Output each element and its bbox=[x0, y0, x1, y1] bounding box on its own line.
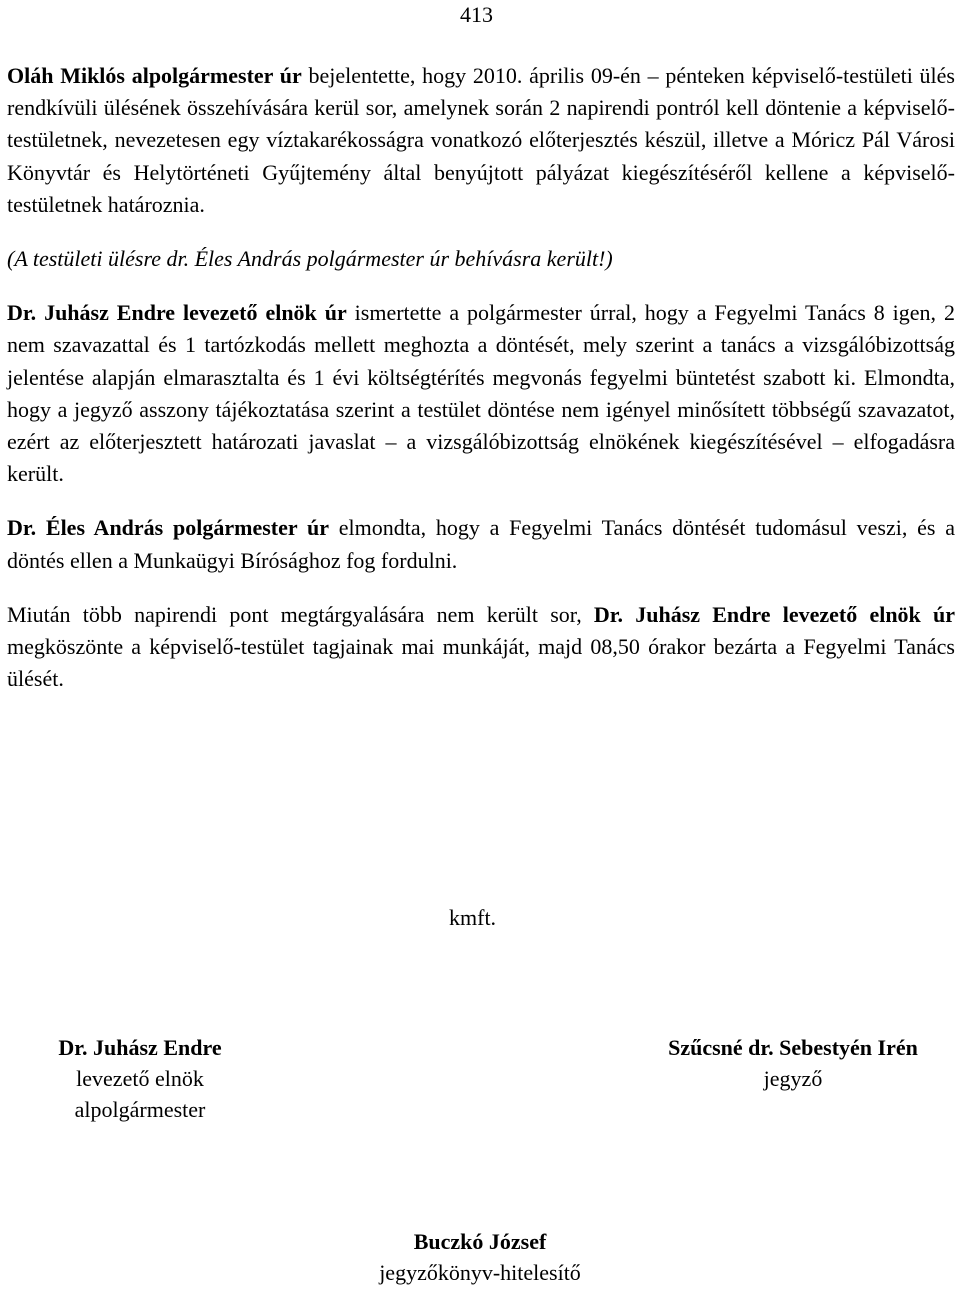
signature-role: jegyző bbox=[763, 1066, 823, 1091]
paragraph-note bbox=[7, 243, 955, 275]
page-number: 413 bbox=[460, 2, 493, 27]
paragraph-text: Miután több napirendi pont megtárgyalására nem került sor, bbox=[7, 601, 594, 627]
signature-role: levezető elnök bbox=[76, 1066, 204, 1091]
paragraph-text: bejelentette, hogy 2010. április 09-én – pénteken képviselő-testületi ülés rendkívüli ülésének összehívására kerül sor, amelynek során 2 napirendi pontról kell döntenie a képviselő-testületnek, nevezetesen egy víztakarékosságra vonatkozó előterjesztés készül, illetve a Móricz Pál Városi Könyvtár és Helytörténeti Gyűjtemény által benyújtott pályázat kiegészítéséről kellene a képviselő-testületnek határoznia. bbox=[7, 63, 955, 217]
signature-name: Buczkó József bbox=[413, 1229, 547, 1254]
signature-role: jegyzőkönyv-hitelesítő bbox=[379, 1260, 581, 1285]
paragraph-mayor-response bbox=[7, 512, 955, 576]
signature-role: alpolgármester bbox=[74, 1097, 206, 1122]
signature-chair bbox=[30, 1032, 250, 1125]
signature-name: Szűcsné dr. Sebestyén Irén bbox=[668, 1035, 918, 1060]
paragraph-text: elmondta, hogy a Fegyelmi Tanács döntését tudomásul veszi, és a döntés ellen a Munkaügyi Bírósághoz fog fordulni. bbox=[7, 515, 955, 573]
kmft-mark: kmft. bbox=[449, 905, 497, 930]
signature-authenticator bbox=[330, 1226, 630, 1288]
paragraph-text: megköszönte a képviselő-testület tagjainak mai munkáját, majd 08,50 órakor bezárta a Fegyelmi Tanács ülését. bbox=[7, 634, 955, 692]
paragraph-closing bbox=[7, 599, 955, 696]
speaker-name: Dr. Juhász Endre levezető elnök úr bbox=[7, 300, 347, 326]
speaker-name: Dr. Juhász Endre levezető elnök úr bbox=[593, 601, 955, 627]
signature-name: Dr. Juhász Endre bbox=[58, 1035, 222, 1060]
signature-notary bbox=[628, 1032, 958, 1094]
speaker-name: Oláh Miklós alpolgármester úr bbox=[7, 63, 302, 88]
note-text: (A testületi ülésre dr. Éles András polgármester úr behívásra került!) bbox=[7, 246, 613, 272]
speaker-name: Dr. Éles András polgármester úr bbox=[7, 515, 329, 541]
document-body bbox=[7, 60, 955, 717]
paragraph-text: ismertette a polgármester úrral, hogy a Fegyelmi Tanács 8 igen, 2 nem szavazattal és 1 tartózkodás mellett meghozta a döntését, mely szerint a tanács a vizsgálóbizottság jelentése alapján elmarasztalta és 1 évi költségtérítés megvonás fegyelmi büntetést szabott ki. Elmondta, hogy a jegyző asszony tájékoztatása szerint a testület döntése nem igényel minősített többségű szavazatot, ezért az előterjesztett határozati javaslat – a vizsgálóbizottság elnökének kiegészítésével – elfogadásra került. bbox=[7, 300, 955, 487]
paragraph-decision bbox=[7, 297, 955, 490]
paragraph-announcement bbox=[7, 60, 955, 221]
